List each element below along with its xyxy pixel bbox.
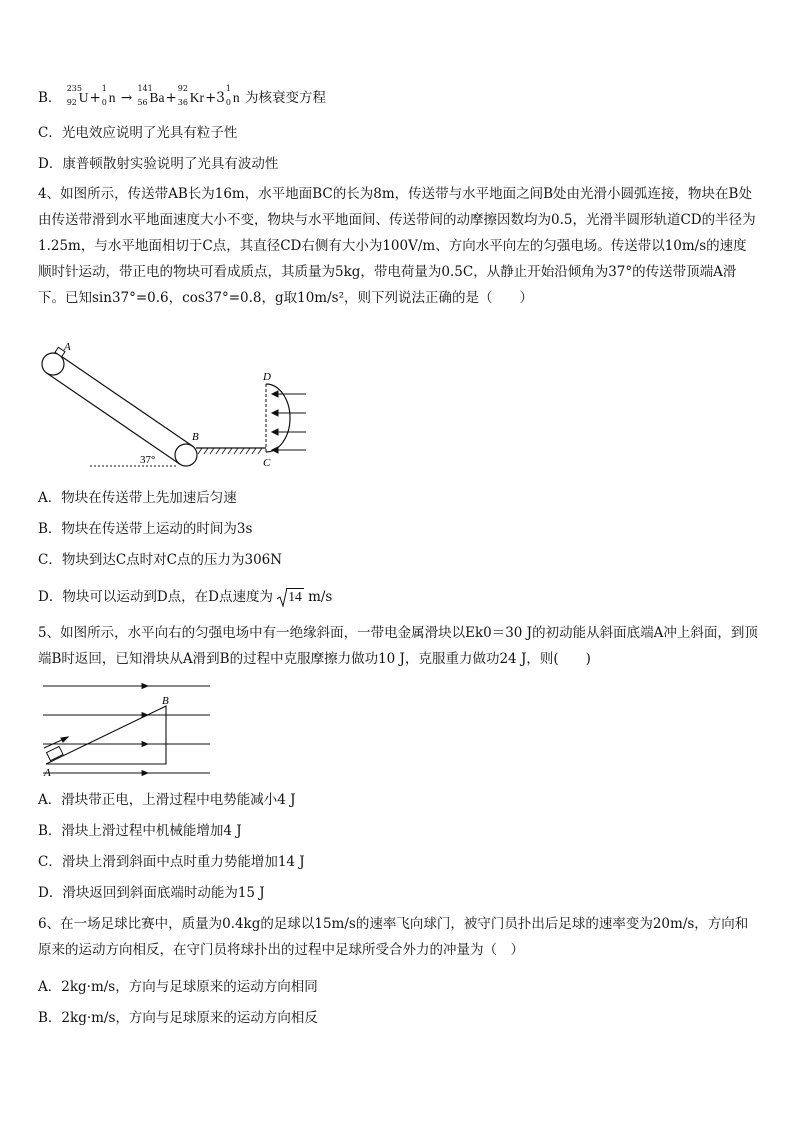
q5-option-b: B．滑块上滑过程中机械能增加4 J — [38, 823, 242, 839]
mass-number: 235 — [66, 84, 82, 93]
atomic-number: 0 — [101, 98, 107, 107]
plus-sign: + — [165, 90, 177, 106]
plus-sign: +3 — [205, 90, 225, 106]
radical-sign — [277, 587, 287, 607]
element-symbol: n — [232, 90, 240, 105]
field-lines — [43, 684, 210, 776]
q4-option-b: B．物块在传送带上运动的时间为3s — [38, 521, 253, 537]
arrow: → — [120, 90, 133, 106]
q3-option-b — [38, 84, 326, 108]
label-b: B — [192, 431, 199, 443]
mass-number: 141 — [137, 84, 153, 93]
mass-number: 1 — [225, 84, 231, 93]
option-text: 为核衰变方程 — [244, 90, 326, 106]
q4-option-d — [38, 587, 332, 607]
nuclide-barium — [137, 84, 165, 108]
slider-block — [47, 746, 64, 760]
nuclide-uranium — [66, 84, 89, 108]
label-d: D — [263, 371, 271, 383]
q4-stem: 4、如图所示，传送带AB长为16m，水平地面BC的长为8m，传送带与水平地面之间B处由光滑小圆弧连接，物块在B处由传送带滑到水平地面速度大小不变，物块与水平地面间、传送带间的动摩擦因数均为0.5，光滑半圆形轨道CD的半径为1.25m，与水平地面相切于C点，其直径CD右侧有大小为100V/m、方向水平向左的匀强电场。传送带以10m/s的速度顺时针运动，带正电的物块可看成质点，其质量为5kg，带电荷量为0.5C，从静止开始沿倾角为37°的传送带顶端A滑下。已知sin37°=0.6，cos37°=0.8，g取10m/s²，则下列说法正确的是（ ） — [38, 186, 756, 306]
plus-sign: + — [89, 90, 101, 106]
electric-field-arrows — [272, 391, 306, 453]
atomic-number: 56 — [137, 98, 148, 107]
unit-text: m/s — [308, 589, 333, 605]
sqrt-expression — [277, 587, 304, 607]
nuclide-krypton — [177, 84, 204, 108]
q4-option-a: A．物块在传送带上先加速后匀速 — [38, 490, 237, 506]
label-a: A — [64, 342, 71, 353]
element-symbol: U — [78, 90, 89, 105]
mass-number: 92 — [177, 84, 188, 93]
element-symbol: Kr — [189, 90, 204, 105]
ground-bc — [196, 448, 266, 454]
nuclide-neutron — [225, 84, 240, 108]
q4-figure — [38, 342, 308, 474]
q5-option-a: A．滑块带正电，上滑过程中电势能减小4 J — [38, 792, 296, 808]
atomic-number: 36 — [177, 98, 188, 107]
q3-option-d: D．康普顿散射实验说明了光具有波动性 — [38, 156, 279, 172]
mass-number: 1 — [101, 84, 107, 93]
velocity-arrow — [44, 737, 68, 748]
conveyor-belt — [42, 353, 197, 466]
option-text: D．物块可以运动到D点，在D点速度为 — [38, 589, 273, 605]
radicand: 14 — [288, 589, 302, 604]
atomic-number: 0 — [225, 98, 231, 107]
q6-option-a: A．2kg·m/s，方向与足球原来的运动方向相同 — [38, 979, 318, 995]
q6-option-b: B．2kg·m/s，方向与足球原来的运动方向相反 — [38, 1010, 318, 1026]
label-a: A — [44, 767, 51, 779]
label-c: C — [263, 457, 271, 469]
q6-stem: 6、在一场足球比赛中，质量为0.4kg的足球以15m/s的速率飞向球门，被守门员扑出后足球的速率变为20m/s，方向和原来的运动方向相反，在守门员将球扑出的过程中足球所受合外力的冲量为（ ） — [38, 916, 749, 958]
q5-figure — [38, 682, 218, 780]
angle-label: 37° — [140, 454, 156, 466]
atomic-number: 92 — [66, 98, 77, 107]
label-b: B — [162, 695, 169, 707]
nuclide-neutron — [101, 84, 116, 108]
q3-option-c: C．光电效应说明了光具有粒子性 — [38, 125, 238, 141]
q5-option-d: D．滑块返回到斜面底端时动能为15 J — [38, 885, 265, 901]
element-symbol: Ba — [149, 90, 165, 105]
q5-stem: 5、如图所示，水平向右的匀强电场中有一绝缘斜面，一带电金属滑块以Ek0＝30 J的初动能从斜面底端A冲上斜面，到顶端B时返回，已知滑块从A滑到B的过程中克服摩擦力做功10 J，克服重力做功24 J，则( ) — [38, 625, 758, 667]
element-symbol: n — [108, 90, 116, 105]
option-label: B． — [38, 90, 62, 106]
q4-option-c: C．物块到达C点时对C点的压力为306N — [38, 552, 283, 568]
q5-option-c: C．滑块上滑到斜面中点时重力势能增加14 J — [38, 854, 305, 870]
